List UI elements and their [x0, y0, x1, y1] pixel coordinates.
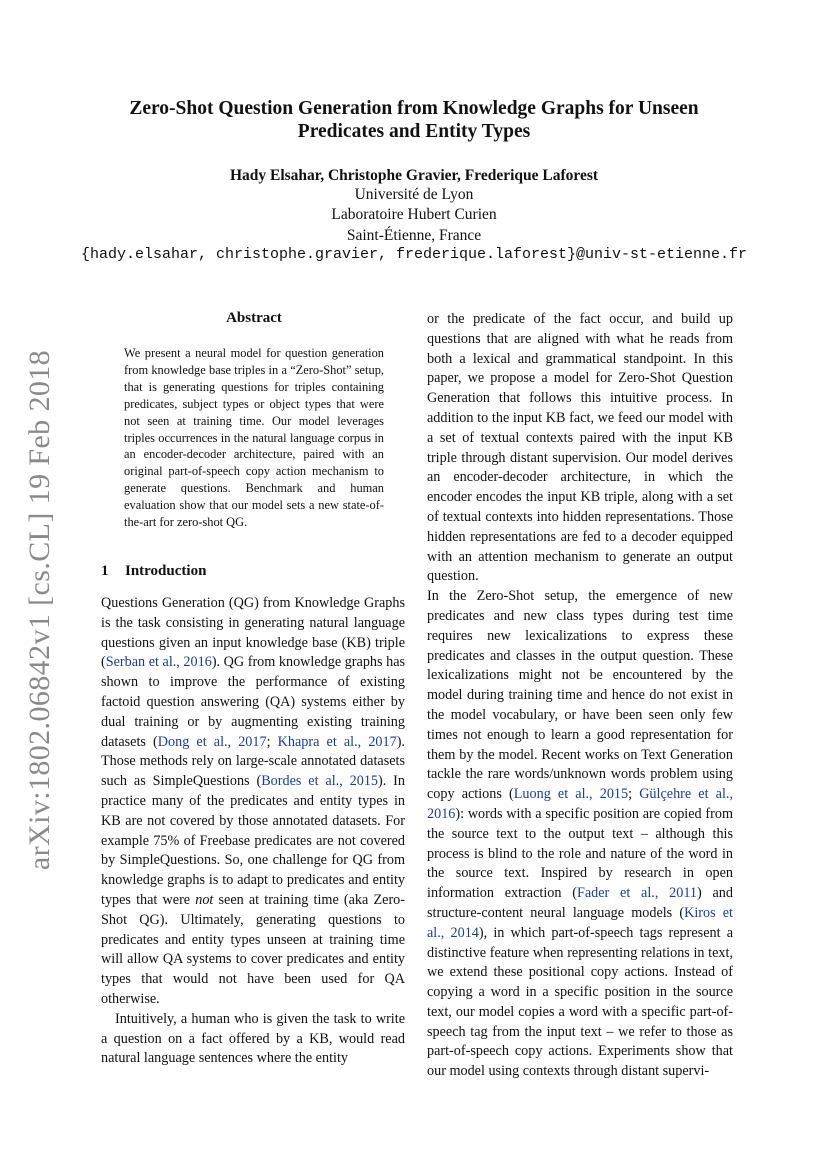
affiliation-city: Saint-Étienne, France [346, 227, 482, 244]
intro-paragraph-1: Questions Generation (QG) from Knowledge Graphs is the task consisting in generating natural language questions given an input knowledge base (KB) triple (Serban et al., 2016). QG from knowledge graphs has shown to improve the performance of existing factoid question answering (QA) systems either by dual training or by augmenting existing training datasets (Dong et al., 2017; Khapra et al., 2017). Those methods rely on large-scale annotated datasets such as SimpleQuestions (Bordes et al., 2015). In practice many of the predicates and entity types in KB are not covered by those annotated datasets. For example 75% of Freebase predicates are not covered by SimpleQuestions. So, one challenge for QG from knowledge graphs is to adapt to predicates and entity types that were not seen at training time (aka Zero-Shot QG). Ultimately, generating questions to predicates and entity types unseen at training time will allow QA systems to cover predicates and entity types that would not have been used for QA otherwise. [101, 595, 406, 1007]
intro-paragraph-4: In the Zero-Shot setup, the emergence of new predicates and new class types during test time requires new lexicalizations to express these predicates and classes in the output question. These lexicalizations might not be encountered by the model during training time and hence do not exist in the model vocabulary, or have been seen only few times not enough to learn a good representation for them by the model. Recent works on Text Generation tackle the rare words/unknown words problem using copy actions (Luong et al., 2015; Gülçehre et al., 2016): words with a specific position are copied from the source text to the output text – although this process is blind to the role and nature of the word in the source text. Inspired by research in open information extraction (Fader et al., 2011) and structure-content neural language models (Kiros et al., 2014), in which part-of-speech tags represent a distinctive feature when representing relations in text, we extend these positional copy actions. Instead of copying a word in a specific position in the source text, our model copies a word with a specific part-of-speech tag from the input text – we refer to those as part-of-speech copy actions. Experiments show that our model using contexts through distant supervi- [427, 588, 733, 1080]
right-column [427, 310, 733, 1082]
paper-title: Zero-Shot Question Generation from Knowledge Graphs for Unseen Predicates and Entity Types [129, 98, 699, 142]
affiliation-university: Université de Lyon [354, 186, 474, 203]
affiliation-lab: Laboratoire Hubert Curien [331, 206, 497, 223]
citation-khapra-2017[interactable]: Khapra et al., 2017 [277, 733, 397, 750]
author-emails: {hady.elsahar, christophe.gravier, frederique.laforest}@univ-st-etienne.fr [80, 246, 748, 263]
citation-serban-2016[interactable]: Serban et al., 2016 [105, 654, 212, 671]
intro-paragraph-3: or the predicate of the fact occur, and build up questions that are aligned with what he reads from both a lexical and grammatical standpoint. In this paper, we propose a model for Zero-Shot Question Generation that follows this intuitive process. In addition to the input KB fact, we feed our model with a set of textual contexts paired with the input KB triple through distant supervision. Our model derives an encoder-decoder architecture, in which the encoder encodes the input KB triple, along with a set of textual contexts into hidden representations. Those hidden representations are fed to a decoder equipped with an attention mechanism to generate an output question. [427, 311, 733, 585]
author-list: Hady Elsahar, Christophe Gravier, Frederique Laforest [229, 167, 599, 184]
citation-dong-2017[interactable]: Dong et al., 2017 [157, 733, 267, 750]
citation-fader-2011[interactable]: Fader et al., 2011 [576, 885, 697, 902]
citation-kiros-2014[interactable]: Kiros et al., 2014 [427, 904, 733, 941]
abstract-heading: Abstract [226, 310, 282, 326]
intro-paragraph-2: Intuitively, a human who is given the task to write a question on a fact offered by a KB, would read natural language sentences where the entity [101, 1010, 405, 1067]
section-title: Introduction [125, 563, 207, 579]
citation-luong-2015[interactable]: Luong et al., 2015 [513, 786, 629, 803]
section-number: 1 [101, 563, 109, 579]
citation-gulcehre-2016[interactable]: Gülçehre et al., 2016 [427, 786, 733, 822]
emphasis-not: not [195, 891, 214, 908]
arxiv-stamp-text: arXiv:1802.06842v1 [cs.CL] 19 Feb 2018 [23, 349, 56, 871]
left-column [101, 594, 405, 1069]
abstract-text: We present a neural model for question generation from knowledge base triples in a “Zero-Shot” setup, that is generating questions for triples containing predicates, subject types or object types that were not seen at training time. Our model leverages triples occurrences in the natural language corpus in an encoder-decoder architecture, paired with an original part-of-speech copy action mechanism to generate questions. Benchmark and human evaluation show that our model sets a new state-of-the-art for zero-shot QG. [124, 346, 384, 530]
citation-bordes-2015[interactable]: Bordes et al., 2015 [261, 773, 379, 790]
arxiv-stamp [20, 349, 60, 871]
section-heading-introduction [101, 563, 206, 580]
